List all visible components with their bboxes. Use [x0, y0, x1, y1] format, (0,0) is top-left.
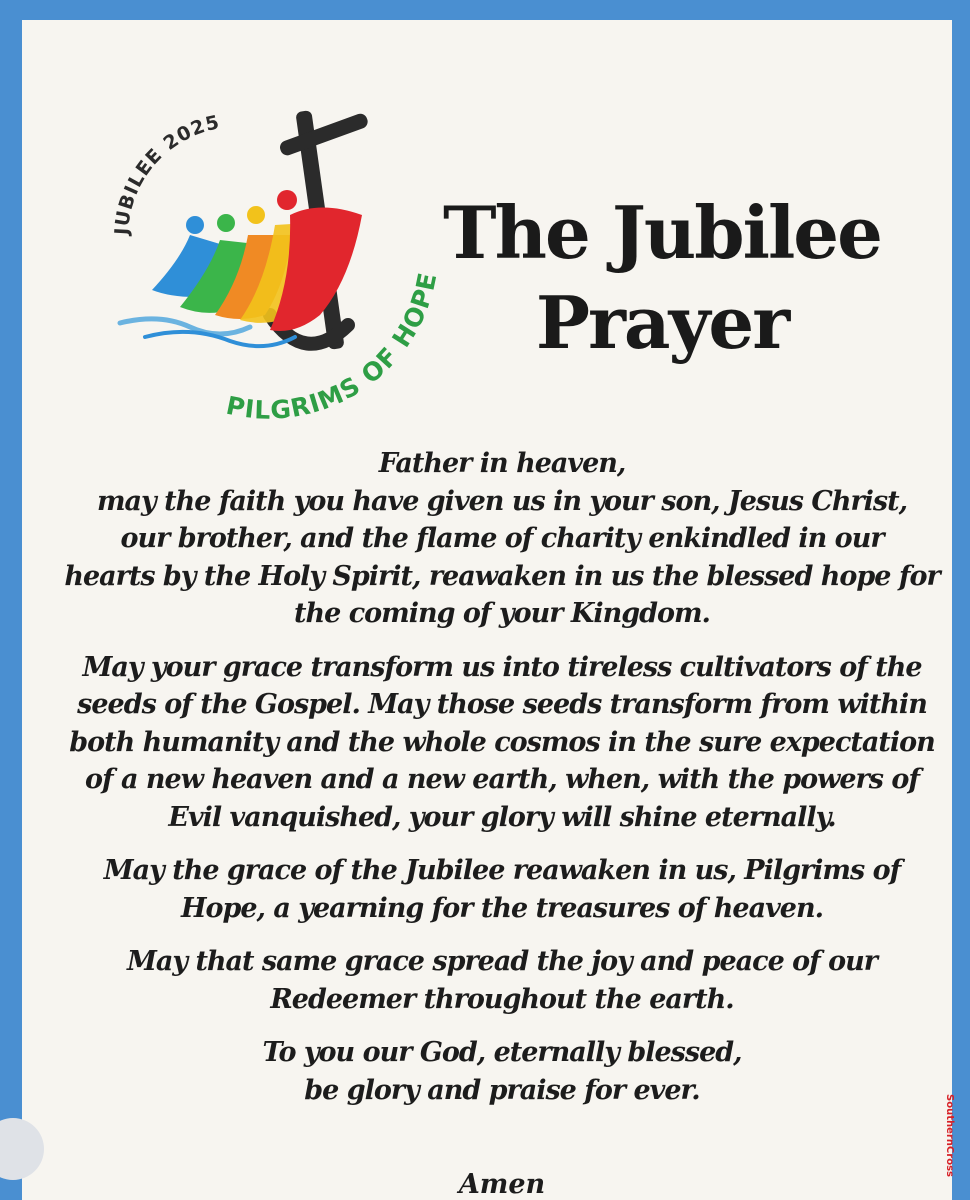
- prayer-paragraph-3: May the grace of the Jubilee reawaken in us, Pilgrims of Hope, a yearning for the treasures of heaven.: [103, 855, 901, 924]
- jubilee-logo: [80, 75, 460, 435]
- logo-arc-top-text: JUBILEE 2025: [110, 111, 223, 236]
- title-line-2: Prayer: [535, 280, 789, 365]
- page-title: [442, 188, 882, 368]
- prayer-paragraph-2: May your grace transform us into tireless cultivators of the seeds of the Gospel. May those seeds transform from within both humanity and the whole cosmos in the sure expectation of a new heaven and a new earth, when, with the powers of Evil vanquished, your glory will shine eternally.: [69, 651, 935, 833]
- prayer-paragraph-1: may the faith you have given us in your son, Jesus Christ, our brother, and the flame of charity enkindled in our hearts by the Holy Spirit, reawaken in us the blessed hope for the coming of your Kingdom.: [64, 485, 940, 629]
- masthead-text: SouthernCross: [944, 1094, 955, 1177]
- prayer-opening: Father in heaven,: [378, 448, 626, 479]
- southern-cross-masthead: [935, 1092, 955, 1192]
- prayer-closing: Amen: [458, 1169, 546, 1200]
- prayer-paragraph-5: To you our God, eternally blessed, be glory and praise for ever.: [262, 1037, 742, 1106]
- prayer-card: [22, 20, 952, 1200]
- prayer-paragraph-4: May that same grace spread the joy and peace of our Redeemer throughout the earth.: [126, 946, 878, 1015]
- logo-arc-bottom-text: PILGRIMS OF HOPE: [223, 269, 443, 425]
- prayer-text: [52, 445, 952, 1125]
- title-line-1: The Jubilee: [443, 190, 881, 275]
